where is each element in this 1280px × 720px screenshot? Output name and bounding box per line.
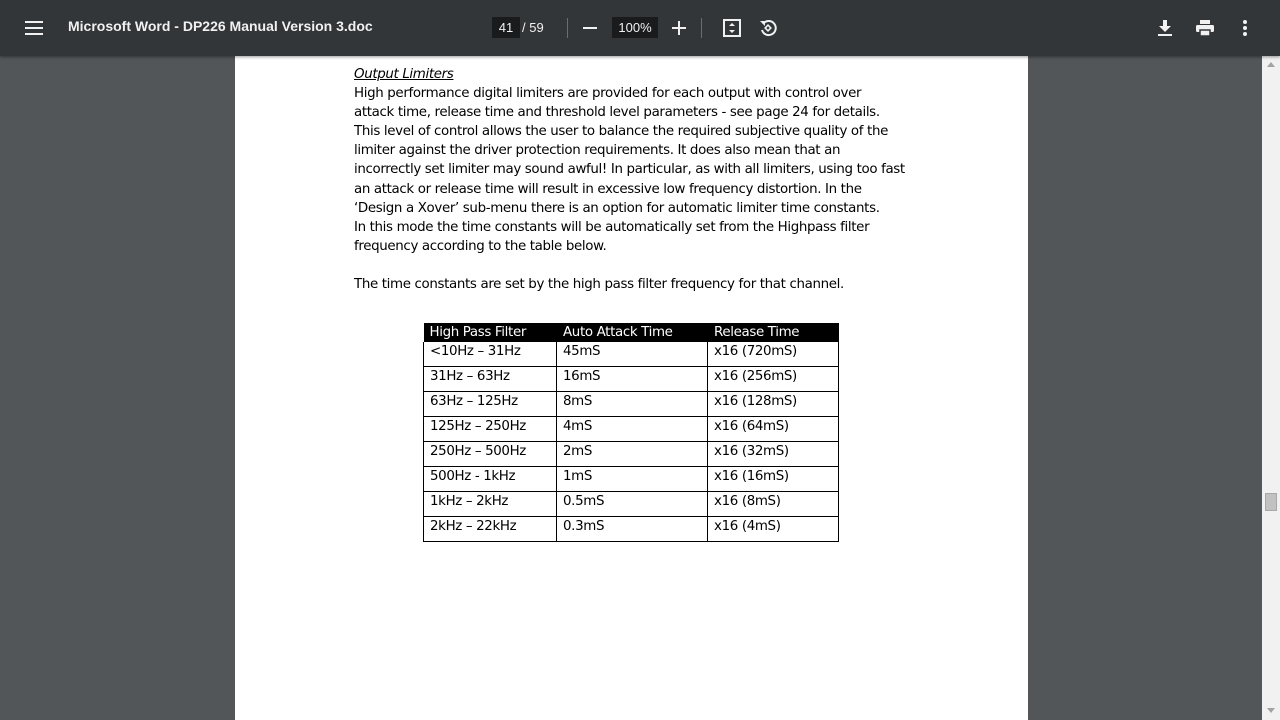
fit-page-icon[interactable] [716, 12, 748, 44]
menu-icon[interactable] [18, 12, 50, 44]
rotate-icon[interactable] [752, 12, 784, 44]
paragraph-line: attack time, release time and threshold level parameters - see page 24 for details. [354, 105, 880, 121]
document-viewport[interactable] [0, 56, 1262, 720]
table-cell: 8mS [557, 392, 708, 417]
paragraph-line: In this mode the time constants will be automatically set from the Highpass filter [354, 219, 870, 235]
table-cell: x16 (64mS) [708, 417, 839, 442]
toolbar-divider [567, 18, 568, 38]
page-content [354, 65, 914, 294]
table-row [424, 417, 839, 442]
blank-line [354, 256, 914, 275]
pdf-toolbar [0, 0, 1280, 56]
zoom-out-icon[interactable] [574, 12, 606, 44]
note-line: The time constants are set by the high pass filter frequency for that channel. [354, 276, 844, 292]
table-row [424, 442, 839, 467]
table-cell: x16 (32mS) [708, 442, 839, 467]
column-header: Auto Attack Time [557, 323, 708, 342]
table-cell: <10Hz – 31Hz [424, 342, 557, 367]
table-row [424, 342, 839, 367]
table-cell: x16 (8mS) [708, 492, 839, 517]
table-header-row [424, 323, 839, 342]
table-cell: x16 (256mS) [708, 367, 839, 392]
page-number-input[interactable] [492, 17, 520, 38]
table-cell: 250Hz – 500Hz [424, 442, 557, 467]
table-cell: 0.5mS [557, 492, 708, 517]
vertical-scrollbar[interactable] [1262, 56, 1280, 720]
zoom-input[interactable] [612, 17, 658, 38]
table-cell: 0.3mS [557, 517, 708, 542]
table-cell: 45mS [557, 342, 708, 367]
download-icon[interactable] [1149, 12, 1181, 44]
table-cell: 125Hz – 250Hz [424, 417, 557, 442]
toolbar-divider [701, 18, 702, 38]
table-cell: 1kHz – 2kHz [424, 492, 557, 517]
table-cell: x16 (720mS) [708, 342, 839, 367]
limiter-time-table [423, 323, 839, 542]
table-cell: 16mS [557, 367, 708, 392]
more-icon[interactable] [1229, 12, 1261, 44]
paragraph-line: incorrectly set limiter may sound awful! In particular, as with all limiters, using too fast [354, 162, 905, 178]
zoom-in-icon[interactable] [663, 12, 695, 44]
table-row [424, 492, 839, 517]
column-header: High Pass Filter [424, 323, 557, 342]
table-cell: 4mS [557, 417, 708, 442]
paragraph-line: limiter against the driver protection requirements. It does also mean that an [354, 143, 841, 159]
table-cell: x16 (4mS) [708, 517, 839, 542]
scroll-down-icon[interactable] [1267, 708, 1275, 713]
table-cell: 1mS [557, 467, 708, 492]
column-header: Release Time [708, 323, 839, 342]
table-row [424, 467, 839, 492]
table-cell: x16 (16mS) [708, 467, 839, 492]
paragraph-line: ‘Design a Xover’ sub-menu there is an option for automatic limiter time constants. [354, 200, 880, 216]
scroll-thumb[interactable] [1265, 493, 1277, 511]
table-row [424, 517, 839, 542]
scroll-up-icon[interactable] [1267, 62, 1275, 67]
section-heading: Output Limiters [354, 67, 454, 82]
table-cell: 2mS [557, 442, 708, 467]
paragraph-line: an attack or release time will result in excessive low frequency distortion. In the [354, 181, 862, 197]
table-cell: 2kHz – 22kHz [424, 517, 557, 542]
document-title: Microsoft Word - DP226 Manual Version 3.doc [68, 18, 373, 34]
table-cell: 500Hz - 1kHz [424, 467, 557, 492]
paragraph-line: frequency according to the table below. [354, 238, 607, 254]
table-cell: 31Hz – 63Hz [424, 367, 557, 392]
table-cell: x16 (128mS) [708, 392, 839, 417]
table-row [424, 392, 839, 417]
print-icon[interactable] [1189, 12, 1221, 44]
page-total: / 59 [522, 20, 544, 35]
table-cell: 63Hz – 125Hz [424, 392, 557, 417]
paragraph-line: High performance digital limiters are provided for each output with control over [354, 86, 862, 102]
table-row [424, 367, 839, 392]
paragraph-line: This level of control allows the user to balance the required subjective quality of the [354, 124, 888, 140]
pdf-page [235, 56, 1028, 720]
